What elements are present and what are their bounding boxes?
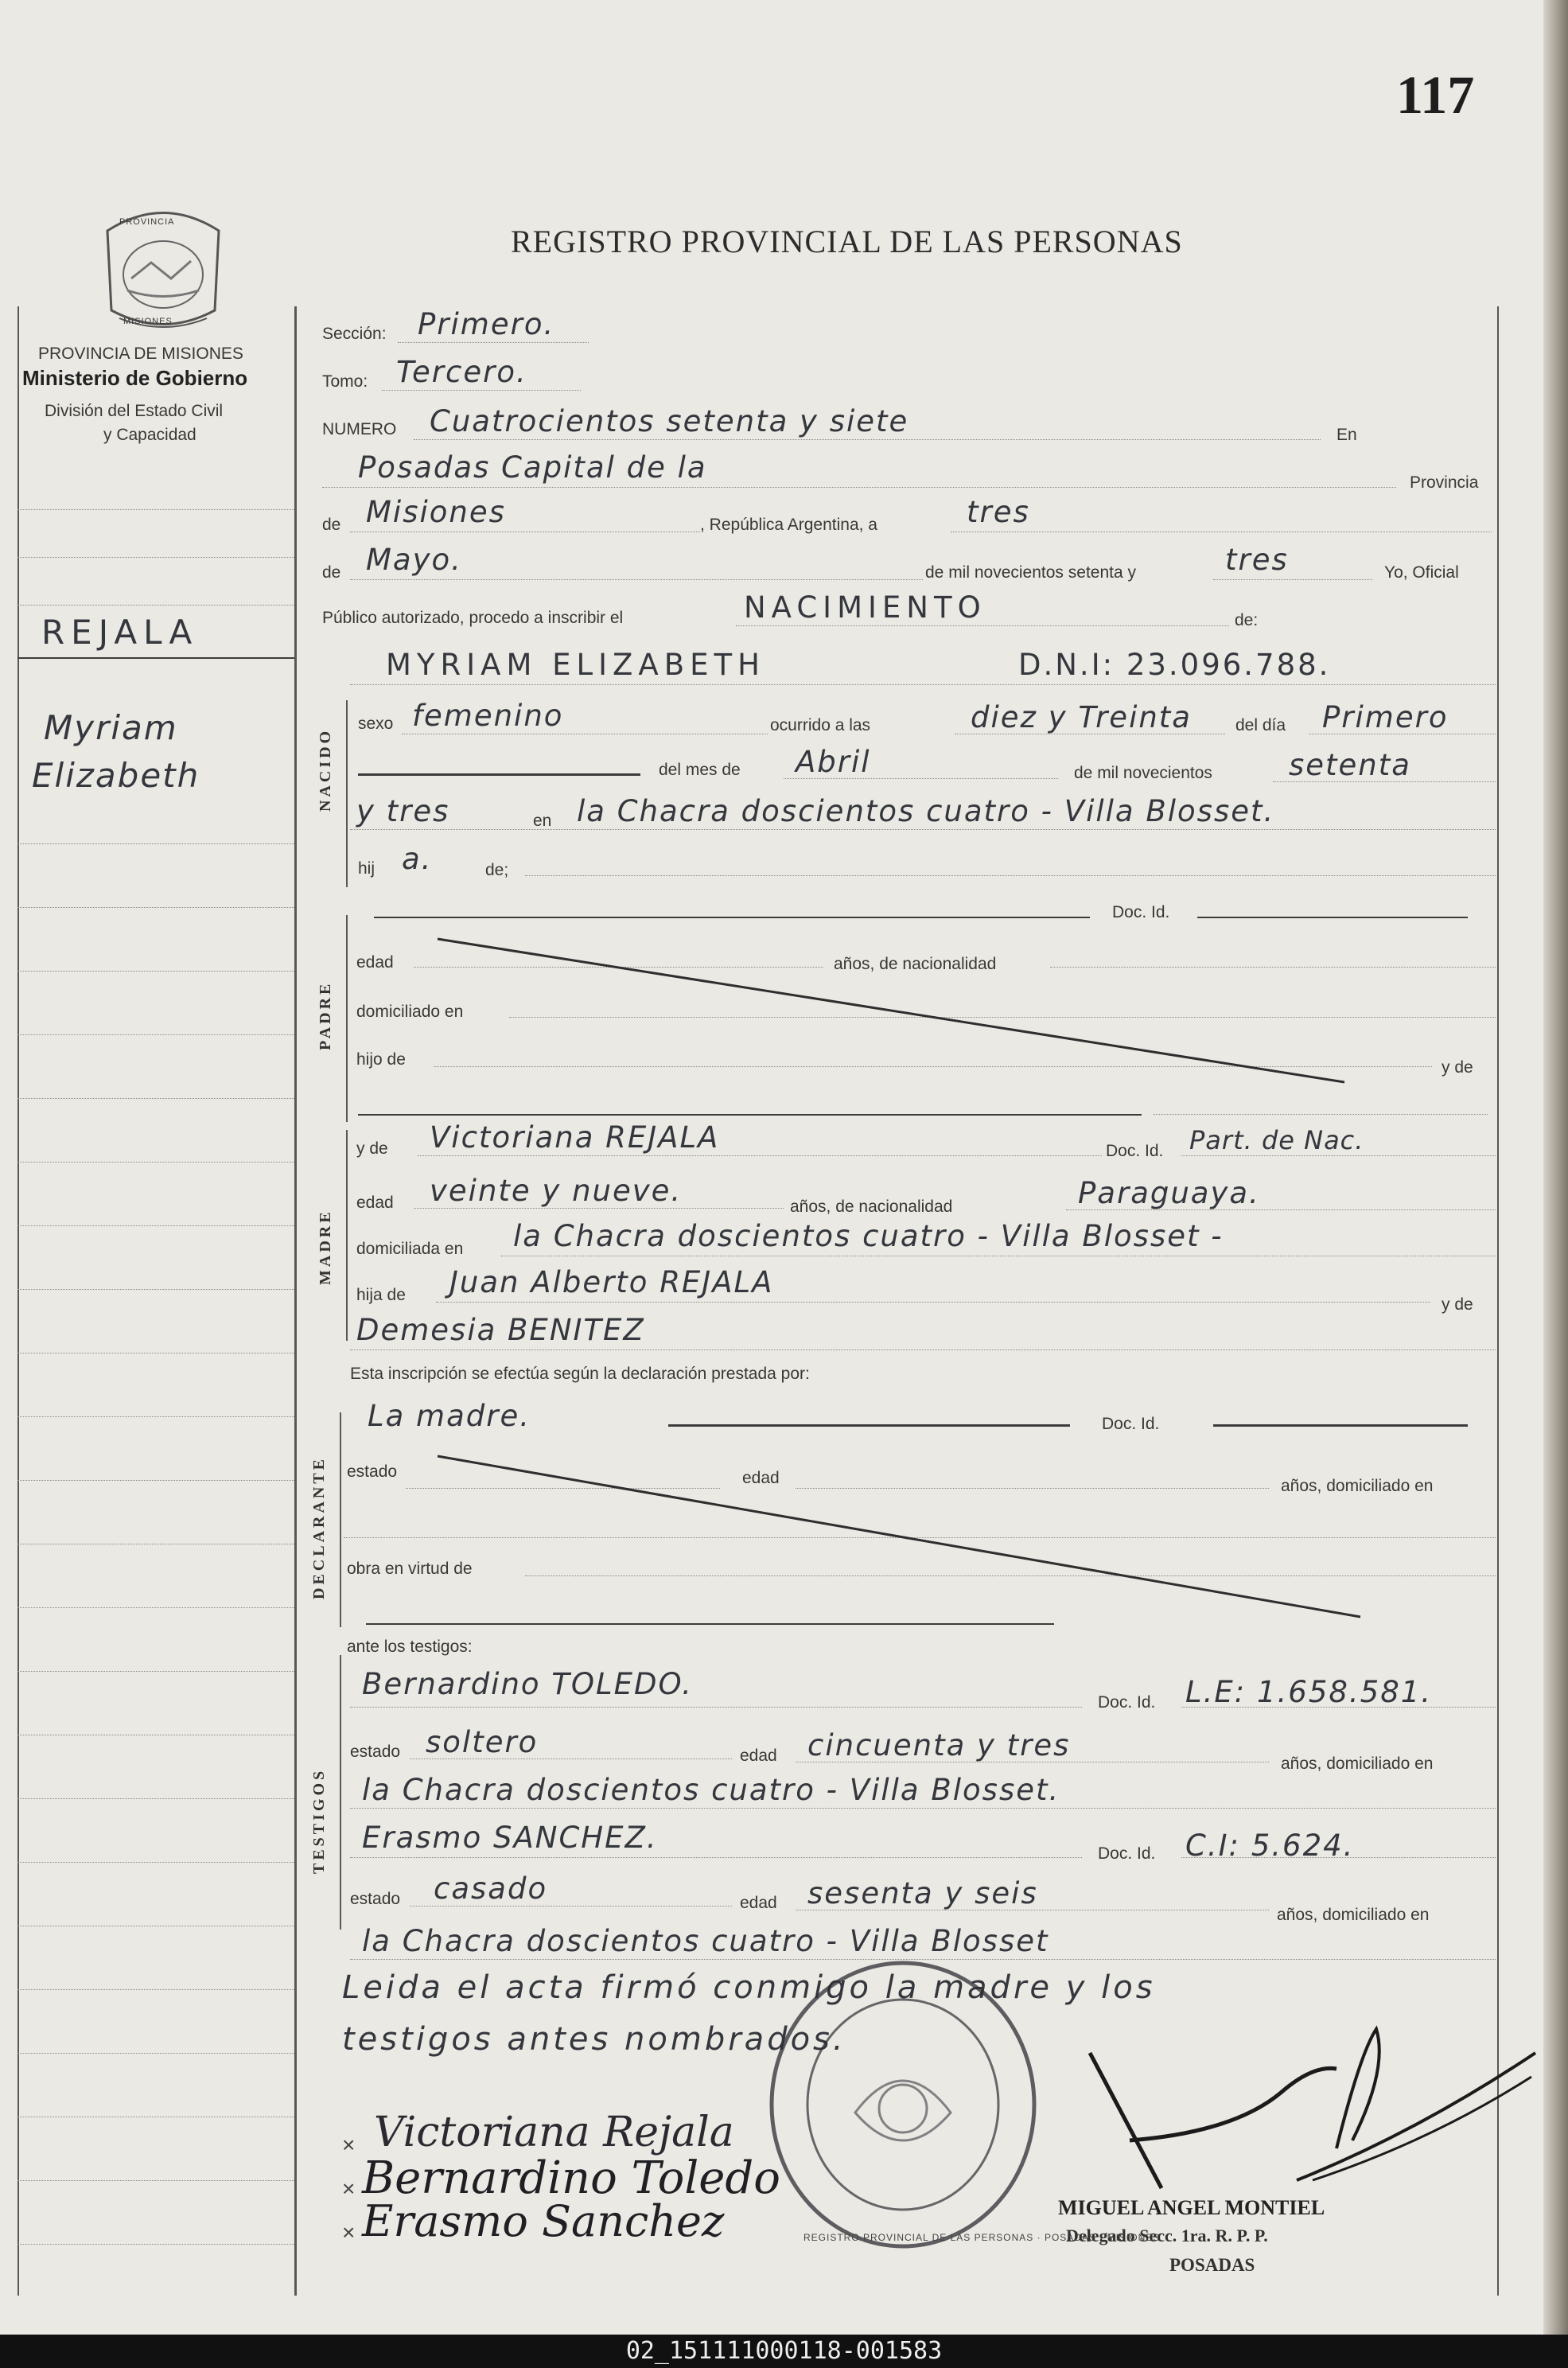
hij-value: a.: [402, 842, 433, 876]
del-mes-label: del mes de: [659, 761, 741, 779]
mother-doc-label: Doc. Id.: [1106, 1142, 1164, 1160]
madre-anos-label: años, de nacionalidad: [790, 1198, 953, 1216]
tomo-label: Tomo:: [322, 372, 368, 391]
day-value: tres: [967, 495, 1030, 529]
sexo-label: sexo: [358, 715, 394, 733]
nacido-divider: [346, 700, 348, 887]
witness1-age: cincuenta y tres: [807, 1728, 1071, 1762]
mil-label-2: de mil novecientos: [1074, 764, 1212, 782]
signature-2: Bernardino Toledo: [362, 2152, 780, 2204]
padre-divider: [346, 915, 348, 1122]
sig-mark-2: ×: [342, 2176, 356, 2201]
seal-top-text: PROVINCIA: [119, 217, 175, 227]
declarante-edad-label: edad: [742, 1469, 780, 1487]
stamp-text: REGISTRO PROVINCIAL DE LAS PERSONAS · POSADAS · MISIONES: [803, 2232, 1161, 2243]
section-nacido: NACIDO: [317, 727, 334, 812]
month-value: Mayo.: [366, 543, 462, 577]
sexo-value: femenino: [412, 699, 564, 733]
witness1-anos-label: años, domiciliado en: [1281, 1755, 1434, 1773]
section-padre: PADRE: [317, 980, 334, 1050]
office-line-1: PROVINCIA DE MISIONES: [38, 345, 243, 363]
mil-label: de mil novecientos setenta y: [925, 563, 1136, 582]
birth-year-value-2: y tres: [356, 794, 450, 828]
birth-day-value: Primero: [1322, 700, 1449, 734]
person-name: MYRIAM ELIZABETH: [386, 648, 765, 682]
declarante-crossout-line: [430, 1448, 1368, 1623]
declaracion-label: Esta inscripción se efectúa según la declaración prestada por:: [350, 1365, 810, 1383]
hij-label: hij: [358, 859, 375, 878]
page-number: 117: [1396, 64, 1475, 125]
birth-year-value: setenta: [1289, 748, 1411, 782]
office-line-4: y Capacidad: [103, 426, 196, 444]
de-label: de: [322, 516, 341, 534]
mother-nationality: Paraguaya.: [1078, 1176, 1260, 1210]
right-border-line: [1497, 306, 1499, 2296]
closing-line-2: testigos antes nombrados.: [342, 2021, 846, 2058]
seccion-value: Primero.: [418, 307, 555, 341]
dni-value: D.N.I: 23.096.788.: [1018, 648, 1331, 682]
office-line-3: División del Estado Civil: [45, 402, 224, 420]
margin-column-line: [294, 306, 297, 2296]
numero-label: NUMERO: [322, 420, 397, 438]
section-testigos: TESTIGOS: [310, 1767, 328, 1874]
declarant-value: La madre.: [368, 1399, 531, 1433]
sig-mark-1: ×: [342, 2132, 356, 2157]
section-madre: MADRE: [317, 1209, 334, 1285]
publico-label: Público autorizado, procedo a inscribir el: [322, 609, 624, 627]
page-title: REGISTRO PROVINCIAL DE LAS PERSONAS: [511, 224, 1183, 259]
margin-given-name-2: Elizabeth: [32, 756, 200, 795]
official-stamp-icon: [760, 1953, 1046, 2256]
image-id-footer: 02_151111000118-001583: [0, 2335, 1568, 2368]
padre-domiciliado-label: domiciliado en: [356, 1003, 464, 1021]
mother-name: Victoriana REJALA: [430, 1120, 720, 1155]
padre-hijo-label: hijo de: [356, 1050, 406, 1069]
declarante-doc-label: Doc. Id.: [1102, 1415, 1160, 1433]
official-name: MIGUEL ANGEL MONTIEL: [1058, 2196, 1325, 2219]
en-label-2: en: [533, 812, 552, 830]
witness1-doc-value: L.E: 1.658.581.: [1185, 1675, 1433, 1709]
witness2-estado-label: estado: [350, 1890, 401, 1908]
official-city: POSADAS: [1169, 2255, 1255, 2275]
witness2-anos-label: años, domiciliado en: [1277, 1906, 1430, 1924]
witness2-estado: casado: [434, 1871, 548, 1906]
numero-value: Cuatrocientos setenta y siete: [430, 404, 909, 438]
official-title: Delegado Secc. 1ra. R. P. P.: [1066, 2226, 1268, 2245]
padre-doc-id-label: Doc. Id.: [1112, 903, 1170, 921]
seccion-label: Sección:: [322, 325, 387, 343]
madre-y-de-label-2: y de: [1442, 1295, 1473, 1314]
declarante-obra-label: obra en virtud de: [347, 1560, 473, 1578]
mother-address: la Chacra doscientos cuatro - Villa Blosset -: [513, 1219, 1224, 1253]
witness2-doc-value: C.I: 5.624.: [1185, 1829, 1355, 1863]
section-declarante: DECLARANTE: [310, 1455, 328, 1599]
birth-place-value: la Chacra doscientos cuatro - Villa Blosset.: [577, 794, 1275, 828]
madre-divider: [346, 1130, 348, 1341]
province-value: Misiones: [366, 495, 506, 529]
place-value: Posadas Capital de la: [358, 450, 707, 485]
declarante-divider: [340, 1412, 341, 1627]
witness2-doc-label: Doc. Id.: [1098, 1844, 1156, 1863]
padre-y-de-label: y de: [1442, 1058, 1473, 1077]
witness1-estado: soltero: [426, 1725, 539, 1759]
de-label-3: de:: [1235, 611, 1259, 629]
republica-label: , República Argentina, a: [700, 516, 877, 534]
seal-bottom-text: MISIONES: [123, 317, 173, 326]
witness2-name: Erasmo SANCHEZ.: [362, 1821, 658, 1855]
margin-given-name-1: Myriam: [44, 708, 178, 747]
witness1-name: Bernardino TOLEDO.: [362, 1667, 693, 1701]
hour-value: diez y Treinta: [971, 700, 1192, 734]
tomo-value: Tercero.: [396, 355, 527, 389]
witness2-age: sesenta y seis: [807, 1876, 1038, 1910]
witness1-address: la Chacra doscientos cuatro - Villa Blosset.: [362, 1773, 1060, 1807]
padre-anos-label: años, de nacionalidad: [834, 955, 997, 973]
margin-surname: REJALA: [41, 613, 199, 652]
mother-father: Juan Alberto REJALA: [449, 1265, 774, 1299]
en-label: En: [1336, 426, 1357, 444]
office-line-2: Ministerio de Gobierno: [22, 366, 248, 390]
witness2-edad-label: edad: [740, 1894, 777, 1912]
oficial-label: Yo, Oficial: [1384, 563, 1459, 582]
provincia-label: Provincia: [1410, 473, 1479, 492]
madre-y-de-label: y de: [356, 1139, 388, 1158]
padre-crossout-line: [430, 931, 1352, 1090]
declarante-estado-label: estado: [347, 1462, 398, 1481]
de-label-4: de;: [485, 861, 509, 879]
mother-mother: Demesia BENITEZ: [356, 1313, 645, 1347]
binding-edge: [1543, 0, 1568, 2335]
ocurrido-label: ocurrido a las: [770, 716, 871, 734]
testigos-divider: [340, 1655, 341, 1930]
madre-edad-label: edad: [356, 1194, 394, 1212]
witness1-edad-label: edad: [740, 1747, 777, 1765]
del-dia-label: del día: [1235, 716, 1286, 734]
year-value: tres: [1225, 543, 1289, 577]
padre-edad-label: edad: [356, 953, 394, 972]
birth-month-value: Abril: [796, 745, 871, 779]
act-value: NACIMIENTO: [744, 590, 986, 625]
testigos-label: ante los testigos:: [347, 1638, 473, 1656]
madre-hija-label: hija de: [356, 1286, 406, 1304]
closing-line-1: Leida el acta firmó conmigo la madre y los: [342, 1969, 1156, 2006]
signature-3: Erasmo Sanchez: [362, 2196, 725, 2246]
sig-mark-3: ×: [342, 2220, 356, 2245]
mother-age: veinte y nueve.: [430, 1174, 683, 1208]
witness1-estado-label: estado: [350, 1743, 401, 1761]
witness2-address: la Chacra doscientos cuatro - Villa Blosset: [362, 1924, 1049, 1958]
madre-domiciliada-label: domiciliada en: [356, 1240, 464, 1258]
signature-1: Victoriana Rejala: [374, 2109, 734, 2156]
official-signature-icon: [1074, 2021, 1543, 2204]
de-label-2: de: [322, 563, 341, 582]
mother-doc-value: Part. de Nac.: [1189, 1125, 1364, 1155]
declarante-anos-label: años, domiciliado en: [1281, 1477, 1434, 1495]
witness1-doc-label: Doc. Id.: [1098, 1693, 1156, 1712]
